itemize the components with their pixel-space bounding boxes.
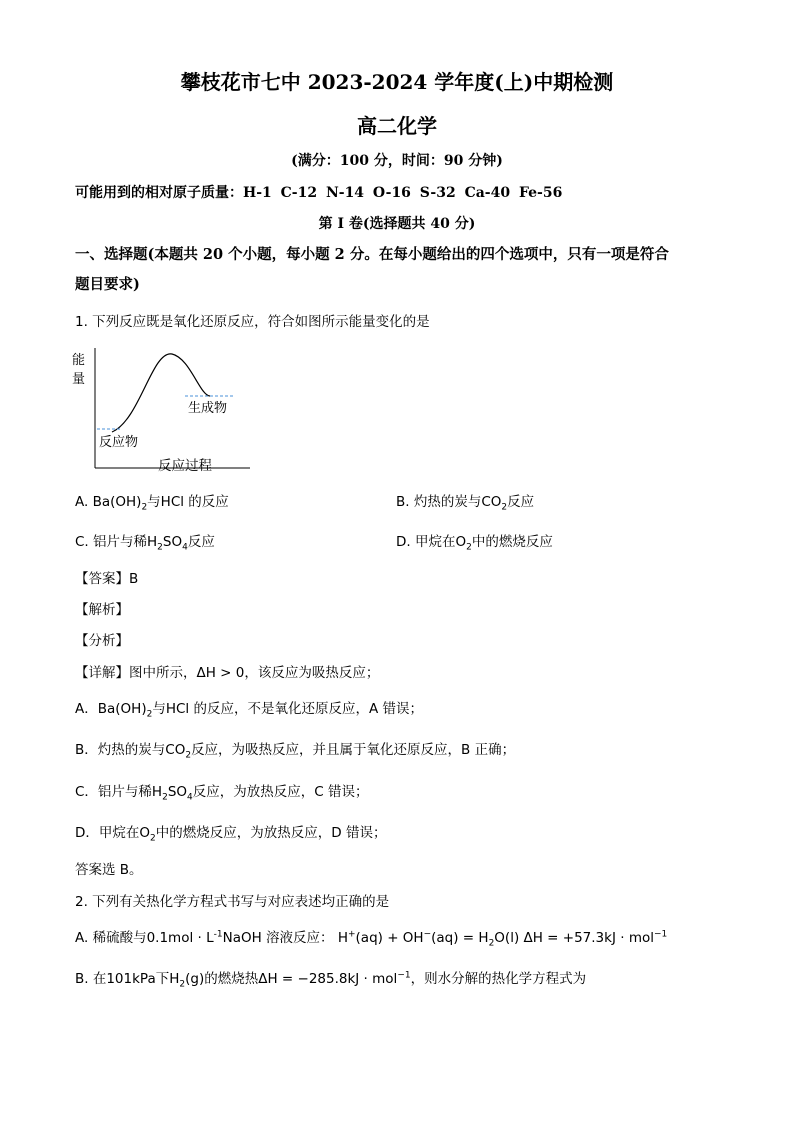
q1-option-c: C. 铝片与稀$H_2SO_4$反应	[75, 534, 215, 553]
q1-option-b: B. 灼热的炭与$CO_2$反应	[396, 494, 535, 513]
conclusion: 答案选 B。	[75, 862, 143, 878]
y-label-2: 量	[72, 372, 86, 387]
fenxi-tag: 【分析】	[75, 633, 129, 649]
energy-curve	[112, 354, 210, 432]
detail-tag: 【详解】	[75, 665, 129, 681]
y-label-1: 能	[72, 353, 86, 368]
reactant-label: 反应物	[99, 435, 139, 450]
detail-line	[75, 661, 379, 681]
exam-info: (满分：100 分，时间：90 分钟)	[291, 153, 503, 169]
exam-title: 攀枝花市七中 2023-2024 学年度(上)中期检测	[180, 70, 614, 94]
atomic-masses: 可能用到的相对原子质量：H-1 C-12 N-14 O-16 S-32 Ca-40 Fe-56	[75, 185, 563, 201]
analysis-tag: 【解析】	[75, 602, 129, 618]
section-instructions-line1: 一、选择题(本题共 20 个小题，每小题 2 分。在每小题给出的四个选项中，只有一项是符合	[75, 246, 669, 263]
q1-stem: 1. 下列反应既是氧化还原反应，符合如图所示能量变化的是	[75, 314, 430, 330]
exam-subject: 高二化学	[357, 114, 437, 138]
volume-heading: 第 I 卷(选择题共 40 分)	[318, 216, 476, 232]
product-label: 生成物	[188, 401, 228, 416]
q1-option-d: D. 甲烷在$O_2$中的燃烧反应	[396, 534, 553, 553]
x-axis-label: 反应过程	[158, 458, 212, 474]
explanation-c: C．铝片与稀$H_2SO_4$反应，为放热反应，C 错误；	[75, 784, 369, 803]
answer-value: B	[129, 571, 139, 587]
section-instructions-line2: 题目要求)	[75, 276, 140, 293]
detail-text: 图中所示，ΔH > 0，该反应为吸热反应；	[129, 665, 380, 681]
explanation-d: D．甲烷在$O_2$中的燃烧反应，为放热反应，D 错误；	[75, 825, 387, 844]
q2-option-b: B. 在101kPa下$H_2(g)$的燃烧热ΔH = −285.8kJ · mol$^{-1}$，则水分解的热化学方程式为	[75, 970, 587, 990]
explanation-b: B．灼热的炭与$CO_2$反应，为吸热反应，并且属于氧化还原反应，B 正确；	[75, 742, 516, 761]
q2-option-a: A. 稀硫酸与$0.1mol \cdot L^{-1}NaOH$ 溶液反应： $H^+(aq) + OH^-(aq) = H_2O(l) \Delta H = +57.3kJ \cdot mol^{-1}$	[75, 929, 668, 949]
q2-stem: 2. 下列有关热化学方程式书写与对应表述均正确的是	[75, 894, 390, 910]
q1-option-a: A. $Ba(OH)_2$与HCl 的反应	[75, 494, 229, 513]
answer-tag: 【答案】	[75, 571, 129, 587]
explanation-a: A．$Ba(OH)_2$与HCl 的反应，不是氧化还原反应，A 错误；	[75, 701, 423, 720]
q1-answer	[75, 567, 138, 587]
